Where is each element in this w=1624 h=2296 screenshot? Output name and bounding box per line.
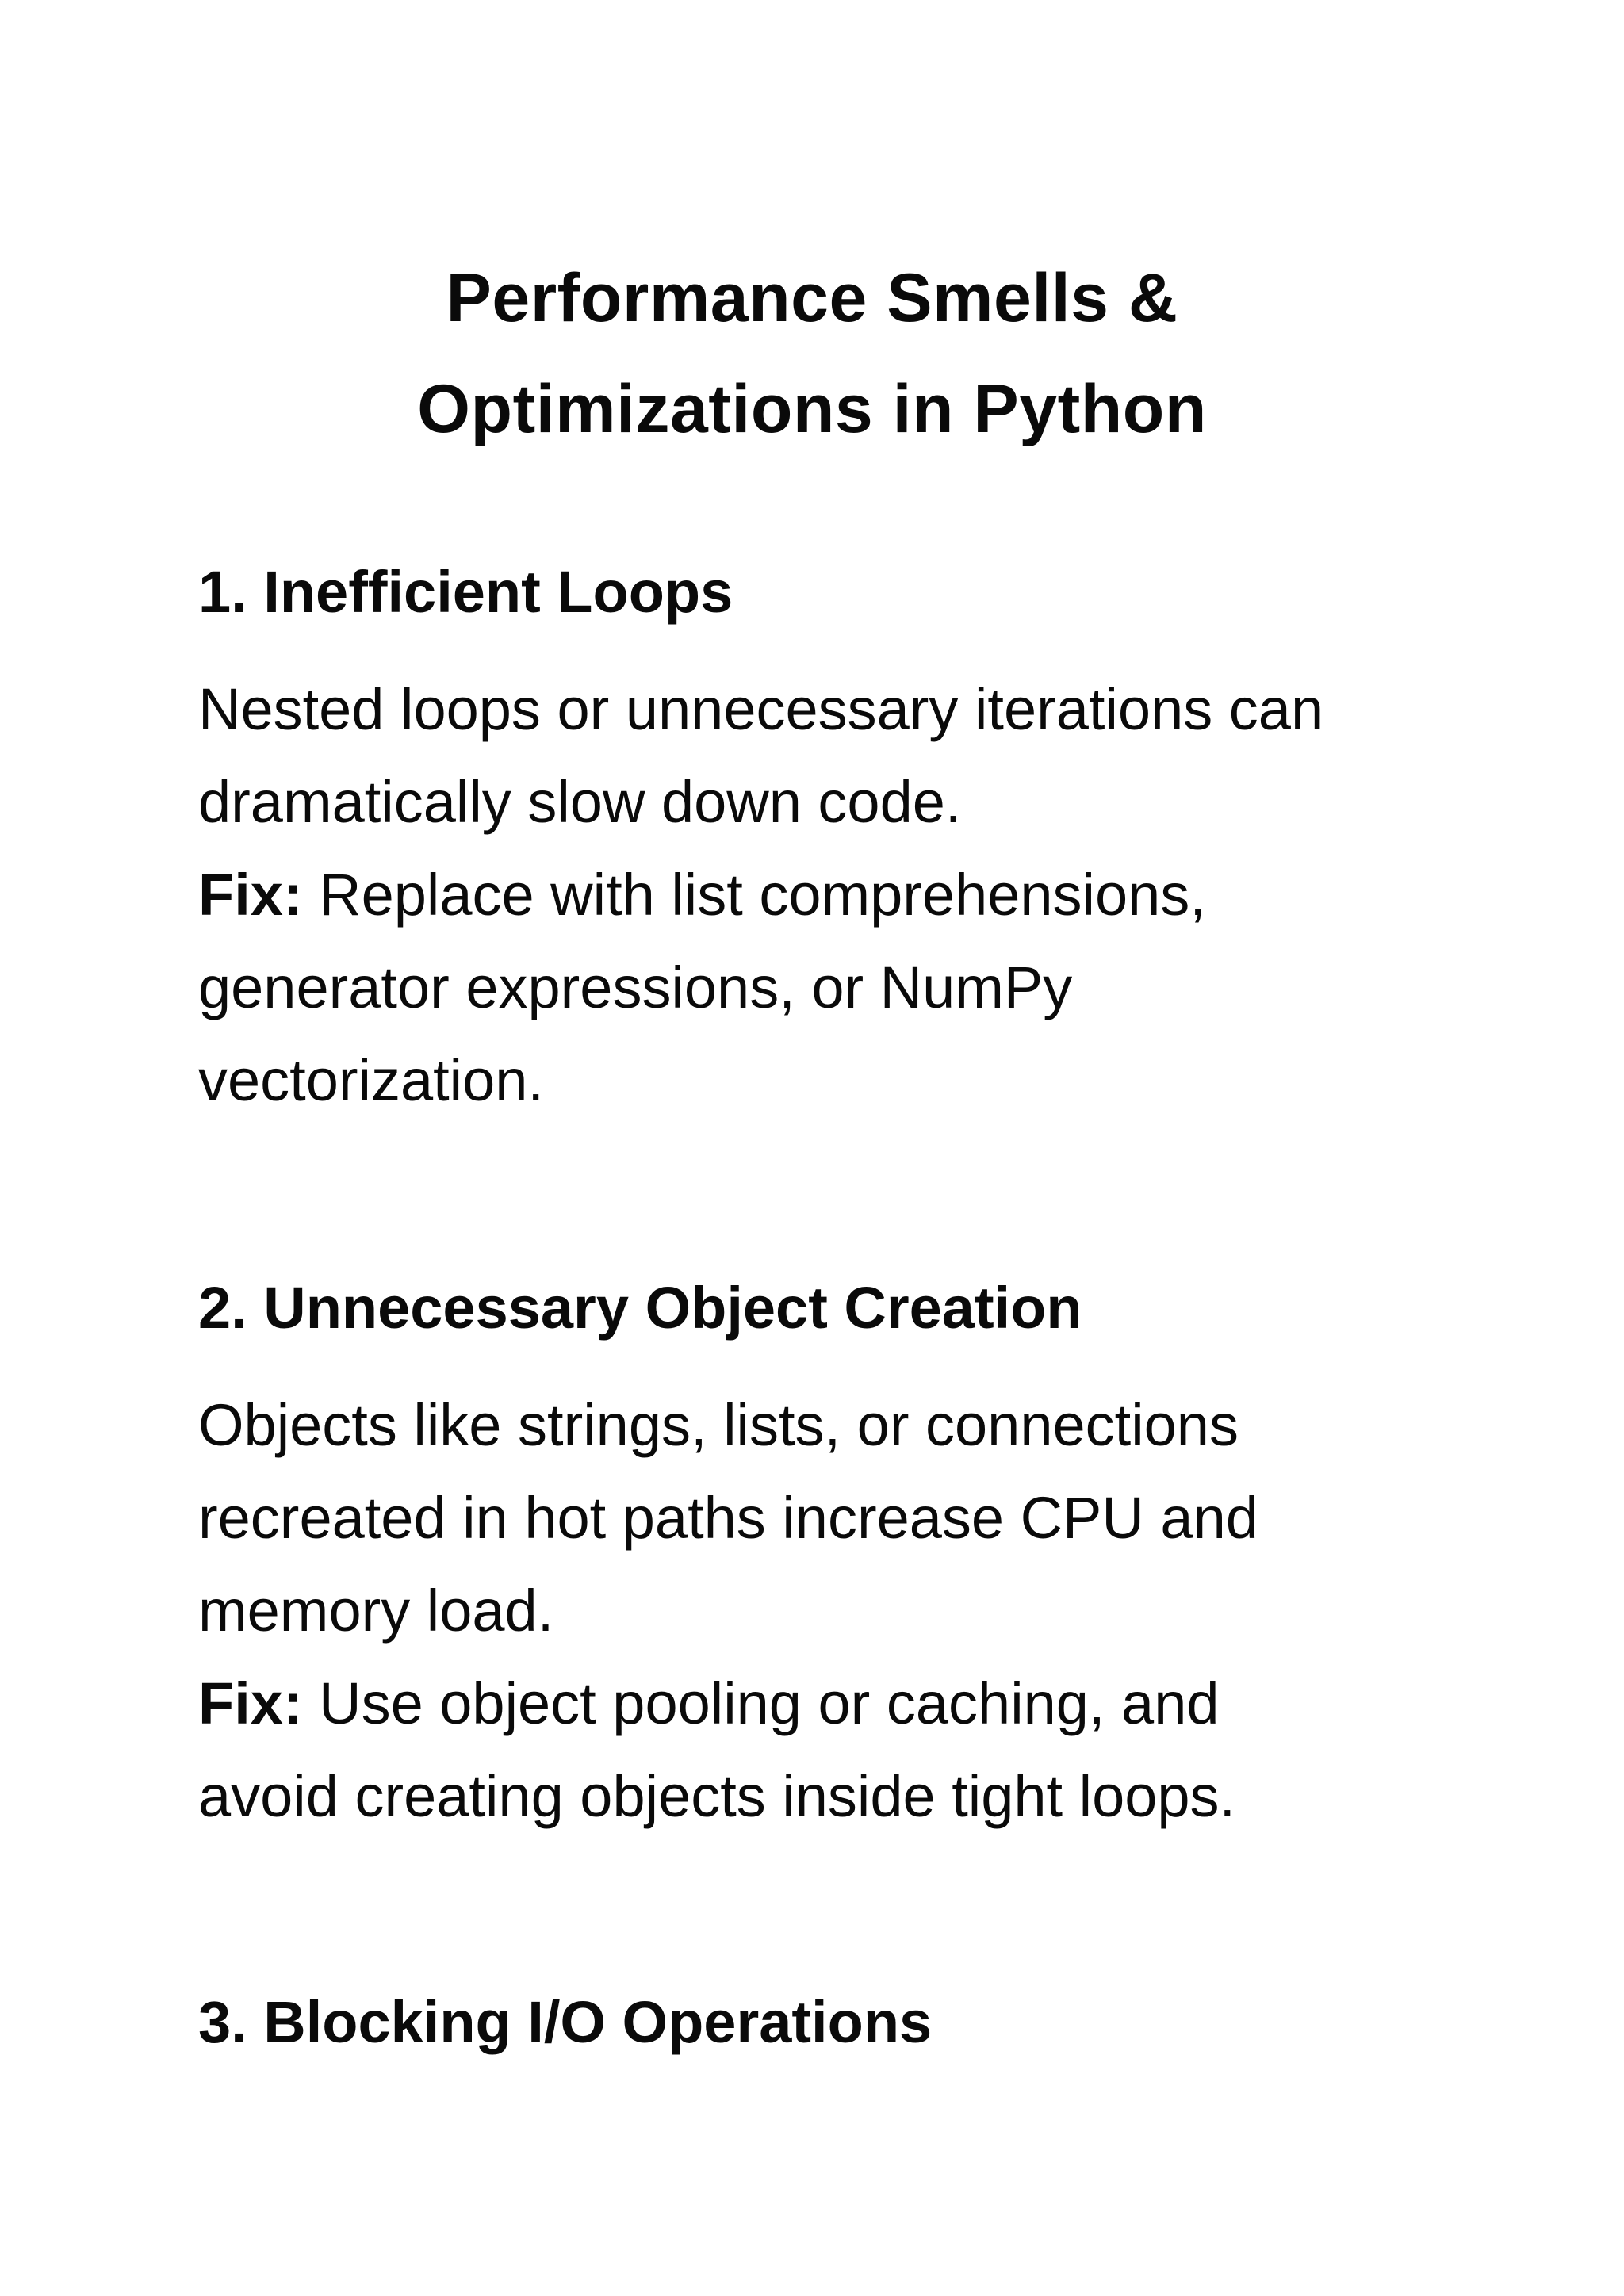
section-inefficient-loops [198,557,1499,1127]
section-heading: 2. Unnecessary Object Creation [198,1275,1082,1341]
fix-label: Fix: [198,1670,303,1736]
section-body [198,663,1499,1127]
description-line: Objects like strings, lists, or connections [198,1392,1239,1458]
page-title-line-1: Performance Smells & [446,259,1178,336]
description-line: memory load. [198,1578,554,1644]
section-blocking-io-operations [198,1987,1499,2058]
page-title [0,243,1624,465]
fix-text: Use object pooling or caching, and [302,1670,1220,1736]
section-heading: 3. Blocking I/O Operations [198,1989,933,2055]
fix-line: avoid creating objects inside tight loops. [198,1763,1236,1829]
section-unnecessary-object-creation [198,1272,1499,1843]
fix-text: Replace with list comprehensions, [302,862,1206,928]
fix-label: Fix: [198,862,303,928]
description-line: Nested loops or unnecessary iterations can [198,676,1324,742]
description-line: recreated in hot paths increase CPU and [198,1485,1258,1551]
fix-line: generator expressions, or NumPy [198,955,1073,1020]
fix-line [198,848,1499,941]
page-title-line-2: Optimizations in Python [417,370,1207,447]
fix-line: vectorization. [198,1047,544,1113]
section-body [198,1379,1499,1843]
fix-line [198,1657,1499,1750]
description-line: dramatically slow down code. [198,769,962,835]
section-heading: 1. Inefficient Loops [198,559,733,625]
